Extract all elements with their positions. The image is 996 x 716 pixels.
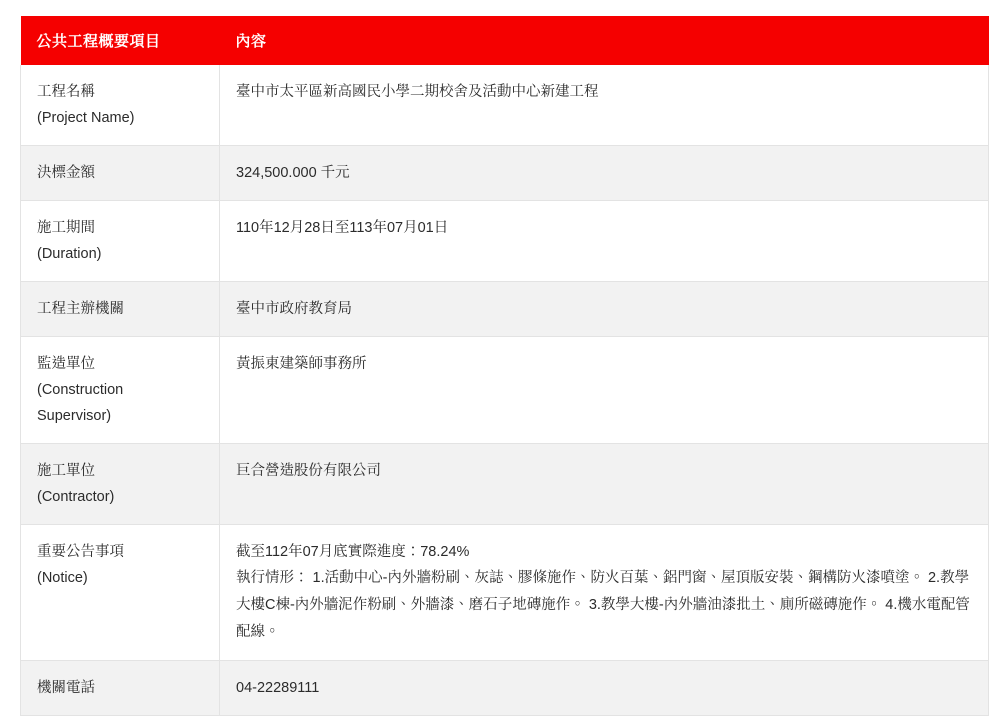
row-label-duration xyxy=(21,201,220,282)
value-line: 臺中市政府教育局 xyxy=(236,301,352,317)
row-value-notice xyxy=(220,525,989,661)
column-header-content: 內容 xyxy=(220,16,989,65)
label-line: (Duration) xyxy=(37,246,102,262)
public-works-summary-table xyxy=(20,16,989,716)
table-row xyxy=(21,337,989,444)
row-value-contractor xyxy=(220,444,989,525)
value-line: 巨合營造股份有限公司 xyxy=(236,463,381,479)
label-line: 監造單位 xyxy=(37,356,95,372)
value-line-detail: 執行情形： 1.活動中心-內外牆粉刷、灰誌、膠條施作、防火百葉、鋁門窗、屋頂版安裝、鋼構防火漆噴塗。 2.教學大樓C棟-內外牆泥作粉刷、外牆漆、磨石子地磚施作。 3.教學大樓-內外牆油漆批土、廁所磁磚施作。 4.機水電配管配線。 xyxy=(236,570,970,640)
label-line: 機關電話 xyxy=(37,680,95,696)
value-line: 324,500.000 千元 xyxy=(236,165,350,181)
table-header xyxy=(21,16,989,65)
label-line: (Notice) xyxy=(37,570,88,586)
value-line-progress: 截至112年07月底實際進度：78.24% xyxy=(236,544,470,560)
label-line: 工程名稱 xyxy=(37,84,95,100)
table-row xyxy=(21,525,989,661)
value-line: 黃振東建築師事務所 xyxy=(236,356,367,372)
table-row xyxy=(21,661,989,716)
row-label-contractor xyxy=(21,444,220,525)
table-body xyxy=(21,65,989,716)
table-row xyxy=(21,146,989,201)
row-value-award-amount xyxy=(220,146,989,201)
value-line: 04-22289111 xyxy=(236,680,320,696)
label-line: 重要公告事項 xyxy=(37,544,124,560)
label-line: Supervisor) xyxy=(37,408,112,424)
row-label-agency-phone xyxy=(21,661,220,716)
label-line: 施工單位 xyxy=(37,463,95,479)
label-line: 工程主辦機關 xyxy=(37,301,124,317)
row-value-duration xyxy=(220,201,989,282)
row-value-project-name xyxy=(220,65,989,146)
value-line: 臺中市太平區新高國民小學二期校舍及活動中心新建工程 xyxy=(236,84,599,100)
row-value-agency-phone xyxy=(220,661,989,716)
table-row xyxy=(21,65,989,146)
label-line: (Construction xyxy=(37,382,124,398)
row-label-owner-agency xyxy=(21,282,220,337)
table-row xyxy=(21,201,989,282)
label-line: (Project Name) xyxy=(37,110,135,126)
row-label-notice xyxy=(21,525,220,661)
table-row xyxy=(21,282,989,337)
row-value-owner-agency xyxy=(220,282,989,337)
label-line: (Contractor) xyxy=(37,489,115,505)
column-header-item: 公共工程概要項目 xyxy=(21,16,220,65)
table-row xyxy=(21,444,989,525)
row-label-project-name xyxy=(21,65,220,146)
row-label-award-amount xyxy=(21,146,220,201)
label-line: 決標金額 xyxy=(37,165,95,181)
row-label-construction-supervisor xyxy=(21,337,220,444)
label-line: 施工期間 xyxy=(37,220,95,236)
value-line: 110年12月28日至113年07月01日 xyxy=(236,220,449,236)
table-header-row xyxy=(21,16,989,65)
row-value-construction-supervisor xyxy=(220,337,989,444)
